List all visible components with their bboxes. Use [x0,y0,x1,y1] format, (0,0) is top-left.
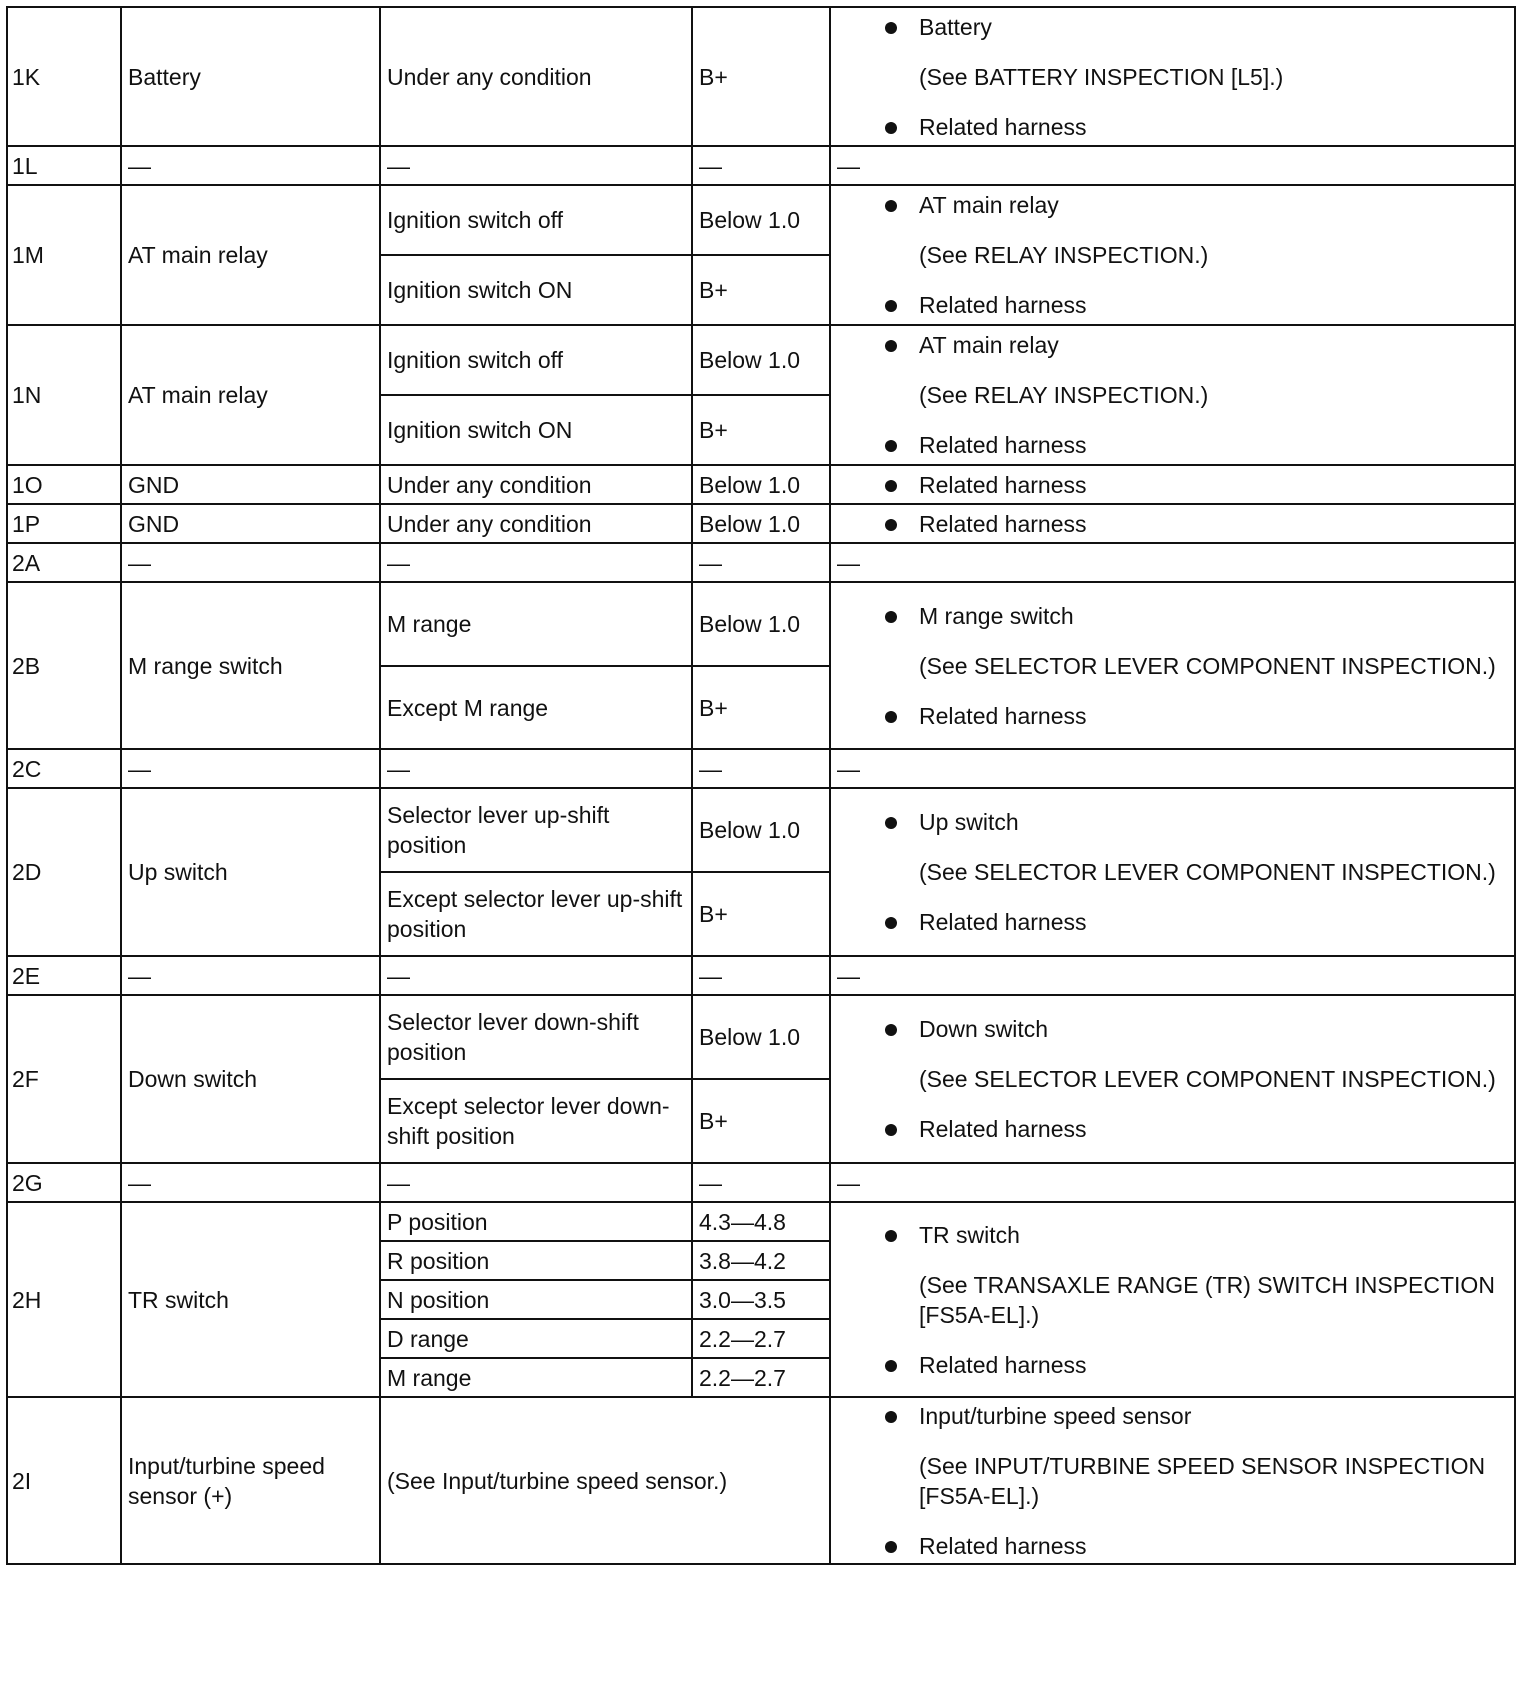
bullet-icon [885,1024,897,1036]
connected-to-cell-text: TR switch [128,1286,229,1313]
terminal-cell-text: 1N [12,382,42,408]
spacer [837,681,1508,701]
voltage-cell [692,749,830,788]
table-row [7,146,1515,185]
check-item [837,1014,1508,1044]
action-cell [830,543,1515,582]
inspection-note: (See RELAY INSPECTION.) [919,242,1209,268]
inspection-note: (See INPUT/TURBINE SPEED SENSOR INSPECTION [FS5A-EL].) [919,1452,1486,1509]
condition-cell [380,1358,692,1397]
condition-cell [380,465,692,504]
table-row [7,582,1515,666]
connected-to-cell-text: Up switch [128,859,228,885]
bullet-icon [885,300,897,312]
terminal-cell-text: 2G [12,1169,43,1196]
voltage-cell-text: B+ [699,694,728,721]
check-item-text: Up switch [919,809,1019,835]
terminal-cell-text: 1O [12,471,43,498]
condition-cell-text: R position [387,1247,490,1274]
connected-to-cell-text: — [128,962,151,989]
table-row [7,956,1515,995]
voltage-cell-text: 3.8—4.2 [699,1247,786,1274]
connected-to-cell [121,543,380,582]
terminal-cell [7,788,121,956]
terminal-cell [7,325,121,465]
spacer [837,1044,1508,1064]
action-cell [830,185,1515,325]
voltage-cell-text: Below 1.0 [699,510,801,537]
voltage-cell [692,1358,830,1397]
inspection-note: (See SELECTOR LEVER COMPONENT INSPECTION.) [919,1066,1496,1092]
voltage-cell [692,146,830,185]
inspection-note: (See SELECTOR LEVER COMPONENT INSPECTION.) [919,859,1496,885]
action-text: — [837,755,860,782]
condition-cell [380,325,692,395]
spacer [837,92,1508,112]
condition-cell-text: P position [387,1208,488,1235]
voltage-cell [692,255,830,325]
check-item [837,1401,1508,1431]
connected-to-cell [121,995,380,1163]
voltage-cell [692,872,830,956]
bullet-icon [885,200,897,212]
bullet-icon [885,519,897,531]
terminal-cell [7,465,121,504]
bullet-icon [885,611,897,623]
voltage-cell [692,666,830,749]
voltage-cell-text: B+ [699,901,728,927]
condition-cell [380,504,692,543]
connected-to-cell [121,582,380,749]
action-cell [830,325,1515,465]
harness-item [837,1350,1508,1380]
voltage-cell [692,788,830,872]
connected-to-cell-text: M range switch [128,652,283,679]
connected-to-cell [121,749,380,788]
connected-to-cell [121,1397,380,1564]
bullet-icon [885,22,897,34]
bullet-icon [885,1230,897,1242]
spacer [837,837,1508,857]
terminal-cell [7,185,121,325]
voltage-cell-text: B+ [699,277,728,303]
voltage-cell-text: 2.2—2.7 [699,1325,786,1352]
connected-to-cell-text: — [128,152,151,179]
connected-to-cell [121,1202,380,1397]
spacer [837,1431,1508,1451]
connected-to-cell-text: GND [128,471,180,498]
bullet-icon [885,817,897,829]
table-row [7,1202,1515,1241]
action-cell [830,788,1515,956]
condition-cell-text: — [387,962,410,989]
action-cell [830,1202,1515,1397]
condition-cell [380,1397,830,1564]
condition-cell [380,872,692,956]
condition-cell [380,788,692,872]
connected-to-cell [121,1163,380,1202]
action-cell [830,465,1515,504]
terminal-cell-text: 2D [12,859,42,885]
voltage-cell [692,1319,830,1358]
table-row [7,543,1515,582]
connected-to-cell [121,956,380,995]
spacer [837,1330,1508,1350]
harness-item [837,1114,1508,1144]
harness-item-text: Related harness [919,471,1087,498]
condition-cell [380,543,692,582]
action-cell [830,995,1515,1163]
condition-cell-text: Under any condition [387,510,592,537]
condition-cell [380,995,692,1079]
voltage-cell-text: Below 1.0 [699,471,801,498]
condition-cell-text: Selector lever up-shift position [387,802,610,858]
table-row [7,7,1515,146]
action-cell [830,1163,1515,1202]
table-row [7,185,1515,255]
action-cell [830,1397,1515,1564]
condition-cell [380,185,692,255]
condition-cell-text: N position [387,1286,490,1313]
connected-to-cell-text: Down switch [128,1066,258,1092]
voltage-cell [692,185,830,255]
terminal-voltage-table [6,6,1516,1565]
check-item-text: AT main relay [919,332,1059,358]
terminal-cell-text: 2H [12,1286,42,1313]
voltage-cell-text: — [699,962,722,989]
condition-cell-text: — [387,1169,410,1196]
inspection-note: (See BATTERY INSPECTION [L5].) [919,63,1284,90]
check-item-text: Battery [919,13,992,40]
action-text: — [837,549,860,576]
condition-cell-text: M range [387,1364,472,1391]
condition-cell-text: — [387,755,410,782]
condition-cell [380,1202,692,1241]
condition-cell-text: Except M range [387,694,549,721]
voltage-cell-text: — [699,549,722,576]
check-item-text: Down switch [919,1016,1049,1042]
bullet-icon [885,1541,897,1553]
spacer [837,270,1508,290]
condition-cell [380,1079,692,1163]
spacer [837,220,1508,240]
connected-to-cell-text: Battery [128,63,201,90]
terminal-cell [7,582,121,749]
action-cell [830,146,1515,185]
check-item-text: TR switch [919,1221,1020,1248]
harness-item-text: Related harness [919,1351,1087,1378]
harness-item-text: Related harness [919,432,1087,458]
terminal-cell-text: 2F [12,1066,39,1092]
harness-item-text: Related harness [919,702,1087,729]
voltage-cell-text: Below 1.0 [699,611,801,637]
voltage-cell [692,956,830,995]
harness-item [837,470,1508,500]
check-item [837,12,1508,42]
spacer [837,1511,1508,1531]
harness-item-text: Related harness [919,1532,1087,1559]
condition-cell-text: Ignition switch ON [387,417,573,443]
harness-item [837,701,1508,731]
check-item [837,807,1508,837]
connected-to-cell [121,185,380,325]
terminal-cell [7,956,121,995]
harness-item-text: Related harness [919,510,1087,537]
terminal-cell-text: 2B [12,652,41,679]
spacer [837,1250,1508,1270]
table-body [7,7,1515,1564]
condition-cell-text: Except selector lever down-shift position [387,1093,670,1149]
connected-to-cell-text: Input/turbine speed sensor (+) [128,1452,325,1509]
condition-cell-text: Except selector lever up-shift position [387,886,683,942]
condition-cell [380,7,692,146]
condition-cell-text: — [387,549,410,576]
connected-to-cell-text: AT main relay [128,382,268,408]
action-cell [830,582,1515,749]
harness-item [837,112,1508,142]
spacer [837,360,1508,380]
table-row [7,1163,1515,1202]
voltage-cell [692,1079,830,1163]
spacer [837,42,1508,62]
bullet-icon [885,1411,897,1423]
voltage-cell-text: Below 1.0 [699,347,801,373]
connected-to-cell-text: AT main relay [128,242,268,268]
check-item [837,330,1508,360]
spacer [837,1094,1508,1114]
condition-cell-text: (See Input/turbine speed sensor.) [387,1467,728,1494]
harness-item [837,290,1508,320]
voltage-cell-text: Below 1.0 [699,207,801,233]
inspection-note: (See SELECTOR LEVER COMPONENT INSPECTION.) [919,652,1496,679]
terminal-cell-text: 1P [12,510,41,537]
terminal-cell-text: 1M [12,242,44,268]
connected-to-cell [121,146,380,185]
voltage-cell [692,395,830,465]
condition-cell [380,395,692,465]
condition-cell-text: Ignition switch off [387,347,564,373]
connected-to-cell [121,7,380,146]
voltage-cell-text: Below 1.0 [699,817,801,843]
voltage-cell-text: 4.3—4.8 [699,1208,786,1235]
condition-cell-text: — [387,152,410,179]
connected-to-cell [121,504,380,543]
voltage-cell [692,1163,830,1202]
table-row [7,504,1515,543]
condition-cell-text: Under any condition [387,63,592,90]
voltage-cell-text: B+ [699,1108,728,1134]
condition-cell-text: D range [387,1325,469,1352]
terminal-cell-text: 1L [12,152,38,179]
condition-cell [380,1163,692,1202]
action-text: — [837,962,860,989]
condition-cell [380,146,692,185]
table-row [7,995,1515,1079]
voltage-cell [692,325,830,395]
terminal-cell [7,7,121,146]
terminal-cell [7,995,121,1163]
voltage-cell [692,1241,830,1280]
bullet-icon [885,440,897,452]
voltage-cell [692,1280,830,1319]
terminal-cell-text: 2I [12,1467,32,1494]
condition-cell [380,956,692,995]
condition-cell [380,582,692,666]
voltage-cell-text: B+ [699,417,728,443]
bullet-icon [885,122,897,134]
terminal-cell-text: 2E [12,962,41,989]
voltage-cell-text: 2.2—2.7 [699,1364,786,1391]
connected-to-cell-text: — [128,755,151,782]
voltage-cell-text: Below 1.0 [699,1024,801,1050]
bullet-icon [885,711,897,723]
connected-to-cell-text: — [128,549,151,576]
action-cell [830,7,1515,146]
condition-cell-text: Ignition switch ON [387,277,573,303]
voltage-cell-text: — [699,152,722,179]
condition-cell-text: Under any condition [387,471,592,498]
table-row [7,1397,1515,1564]
terminal-cell-text: 1K [12,63,41,90]
bullet-icon [885,1124,897,1136]
terminal-cell [7,1397,121,1564]
connected-to-cell [121,788,380,956]
harness-item-text: Related harness [919,909,1087,935]
voltage-cell [692,7,830,146]
connected-to-cell [121,325,380,465]
table-row [7,325,1515,395]
check-item [837,601,1508,631]
spacer [837,410,1508,430]
voltage-cell-text: B+ [699,63,728,90]
condition-cell [380,1241,692,1280]
condition-cell [380,1280,692,1319]
table-row [7,788,1515,872]
bullet-icon [885,1360,897,1372]
action-cell [830,504,1515,543]
check-item-text: AT main relay [919,192,1059,218]
voltage-cell [692,582,830,666]
action-cell [830,956,1515,995]
terminal-cell-text: 2C [12,755,42,782]
terminal-cell [7,146,121,185]
harness-item [837,907,1508,937]
connected-to-cell [121,465,380,504]
harness-item-text: Related harness [919,1116,1087,1142]
condition-cell-text: Ignition switch off [387,207,564,233]
condition-cell-text: M range [387,611,472,637]
terminal-cell [7,504,121,543]
voltage-cell [692,504,830,543]
bullet-icon [885,340,897,352]
voltage-cell [692,1202,830,1241]
spacer [837,631,1508,651]
terminal-cell [7,1163,121,1202]
inspection-note: (See RELAY INSPECTION.) [919,382,1209,408]
bullet-icon [885,480,897,492]
table-row [7,465,1515,504]
harness-item-text: Related harness [919,113,1087,140]
terminal-cell [7,543,121,582]
terminal-cell-text: 2A [12,549,41,576]
connected-to-cell-text: — [128,1169,151,1196]
check-item-text: M range switch [919,602,1074,629]
voltage-cell [692,543,830,582]
condition-cell [380,666,692,749]
bullet-icon [885,917,897,929]
voltage-cell-text: 3.0—3.5 [699,1286,786,1313]
action-cell [830,749,1515,788]
check-item-text: Input/turbine speed sensor [919,1402,1192,1429]
spacer [837,887,1508,907]
voltage-cell [692,465,830,504]
harness-item [837,430,1508,460]
condition-cell [380,749,692,788]
table-row [7,749,1515,788]
harness-item [837,509,1508,539]
connected-to-cell-text: GND [128,510,180,537]
check-item [837,190,1508,220]
terminal-cell [7,1202,121,1397]
action-text: — [837,152,860,179]
voltage-cell-text: — [699,755,722,782]
condition-cell-text: Selector lever down-shift position [387,1009,639,1065]
action-text: — [837,1169,860,1196]
inspection-note: (See TRANSAXLE RANGE (TR) SWITCH INSPECTION [FS5A-EL].) [919,1271,1495,1328]
check-item [837,1220,1508,1250]
terminal-cell [7,749,121,788]
voltage-cell-text: — [699,1169,722,1196]
condition-cell [380,1319,692,1358]
harness-item-text: Related harness [919,292,1087,318]
voltage-cell [692,995,830,1079]
harness-item [837,1531,1508,1561]
condition-cell [380,255,692,325]
